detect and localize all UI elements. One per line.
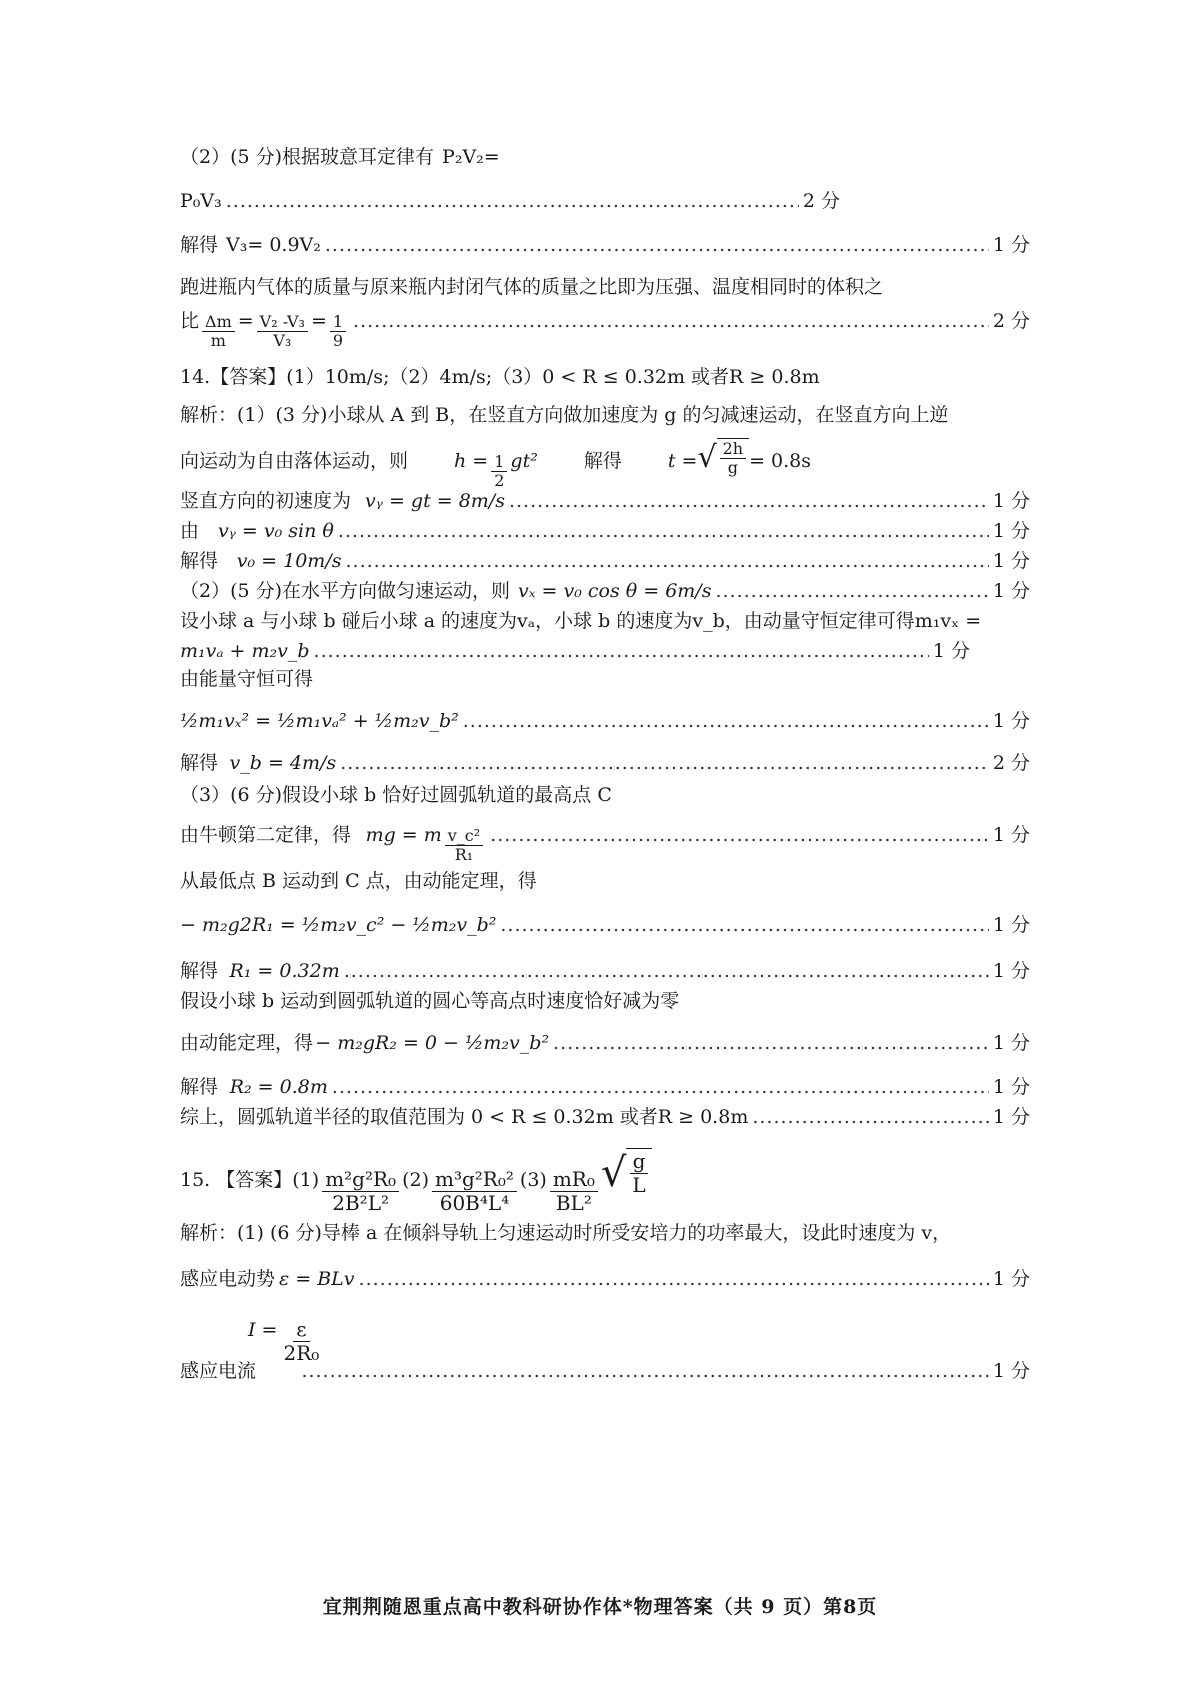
numerator: g	[630, 1150, 649, 1174]
score: 2 分	[992, 752, 1030, 774]
line-energy-text	[180, 664, 1030, 691]
numerator: 2h	[720, 440, 746, 459]
line-kinetic-eq	[180, 910, 1030, 937]
equation: mg = m	[365, 824, 442, 846]
equation: R₁ = 0.32m	[229, 960, 340, 982]
page-footer: 宜荆荆随恩重点高中教科研协作体*物理答案（共 9 页）第8页	[322, 1596, 878, 1618]
denominator: 2	[494, 471, 505, 491]
text: 由	[180, 520, 200, 542]
dot-leader	[490, 824, 989, 846]
fraction	[257, 313, 308, 351]
dot-leader	[338, 520, 989, 542]
numerator: V₂ -V₃	[257, 313, 308, 332]
line-q14-analysis	[180, 400, 1030, 427]
text: 综上，圆弧轨道半径的取值范围为 0 < R ≤ 0.32m 或者R ≥ 0.8m	[180, 1106, 749, 1128]
line-p0v3	[180, 186, 1030, 213]
fraction	[330, 313, 346, 351]
square-root: √ $\frac{2h}{g}$	[697, 438, 749, 478]
dot-leader	[314, 640, 929, 662]
text: 解析：(1) (6 分)导棒 a 在倾斜导轨上匀速运动时所受安培力的功率最大，设此时速度为 v，	[180, 1222, 952, 1244]
line-energy-eq	[180, 706, 1030, 733]
score: 1 分	[992, 1360, 1030, 1382]
score: 1 分	[992, 520, 1030, 542]
fraction	[432, 1168, 517, 1215]
equation: ½m₁vₓ² = ½m₁vₐ² + ½m₂v_b²	[180, 710, 459, 732]
text: 竖直方向的初速度为	[180, 490, 352, 512]
equation: ε = BLv	[279, 1268, 355, 1290]
line-q14-answer	[180, 362, 1030, 389]
equation: v₀ = 10m/s	[236, 550, 342, 572]
line-boyle-law	[180, 142, 1030, 169]
text: 假设小球 b 运动到圆弧轨道的圆心等高点时速度恰好减为零	[180, 990, 680, 1012]
text: 由牛顿第二定律，得	[180, 824, 352, 846]
text: 从最低点 B 运动到 C 点，由动能定理，得	[180, 870, 537, 892]
score: 1 分	[932, 640, 970, 662]
fraction	[491, 453, 507, 491]
dot-leader	[325, 234, 989, 256]
score: 1 分	[992, 1106, 1030, 1128]
equation: v_b = 4m/s	[229, 752, 337, 774]
denominator: m	[210, 331, 226, 351]
line-r2	[180, 1072, 1030, 1099]
dot-leader	[344, 960, 989, 982]
equation: P₂V₂=	[442, 146, 500, 168]
score: 1 分	[992, 1032, 1030, 1054]
text: 14.【答案】(1）10m/s;（2）4m/s;（3）0 < R ≤ 0.32m 或者R ≥ 0.8m	[180, 366, 820, 388]
score: 1 分	[992, 580, 1030, 602]
score: 2 分	[992, 310, 1030, 332]
text: 解得	[583, 449, 622, 472]
numerator: m³g²R₀²	[432, 1168, 517, 1192]
line-vy-sin	[180, 516, 1030, 543]
score: 1 分	[992, 1076, 1030, 1098]
line-freefall	[180, 438, 1030, 491]
line-q15-answer	[180, 1148, 1030, 1215]
line-r1	[180, 956, 1030, 983]
dot-leader	[752, 1106, 989, 1128]
text: 解得	[180, 960, 219, 982]
fraction	[720, 440, 746, 478]
dot-leader	[332, 1076, 989, 1098]
fraction	[202, 313, 235, 351]
equation: V₃= 0.9V₂	[226, 234, 321, 256]
numerator: Δm	[202, 313, 235, 332]
score: 1 分	[992, 490, 1030, 512]
equation: I =	[248, 1319, 278, 1341]
line-range	[180, 1102, 1030, 1129]
dot-leader	[500, 914, 988, 936]
dot-leader	[345, 550, 988, 572]
fraction	[629, 1150, 648, 1197]
numerator: 1	[491, 453, 507, 472]
line-v0	[180, 546, 1030, 573]
equation: − m₂g2R₁ = ½m₂v_c² − ½m₂v_b²	[180, 914, 497, 936]
line-kinetic-r2	[180, 1028, 1030, 1055]
text: 解得	[180, 550, 219, 572]
line-vb	[180, 748, 1030, 775]
equation: R₂ = 0.8m	[229, 1076, 328, 1098]
line-q15-analysis	[180, 1218, 1030, 1245]
part-label: (2)	[402, 1168, 429, 1191]
line-mass-ratio	[180, 306, 1030, 351]
text: 解得	[180, 1076, 219, 1098]
numerator: ε	[293, 1318, 309, 1342]
denominator: 2R₀	[283, 1341, 320, 1365]
text: 由能量守恒可得	[180, 668, 314, 690]
score: 1 分	[992, 550, 1030, 572]
text: （2）(5 分)根据玻意耳定律有	[180, 146, 435, 168]
denominator: 2B²L²	[332, 1190, 389, 1215]
square-root: √ $\frac{g}{L}$	[601, 1148, 652, 1197]
equals: =	[237, 310, 254, 332]
dot-leader	[715, 580, 988, 602]
equation: = 0.8s	[749, 449, 811, 472]
line-part3	[180, 780, 1030, 807]
text: 解析：(1）(3 分)小球从 A 到 B，在竖直方向做加速度为 g 的匀减速运动，在竖直方向上逆	[180, 404, 949, 426]
dot-leader	[359, 1268, 989, 1290]
score: 1 分	[992, 1268, 1030, 1290]
dot-leader	[353, 310, 989, 332]
equation: P₀V₃	[180, 190, 222, 212]
line-current	[180, 1356, 1030, 1383]
fraction	[322, 1168, 399, 1215]
denominator: R₁	[454, 845, 474, 865]
text: 设小球 a 与小球 b 碰后小球 a 的速度为vₐ，小球 b 的速度为v_b，由动量守恒定律可得m₁vₓ =	[180, 610, 982, 632]
line-momentum-eq	[180, 636, 1030, 663]
equals: =	[310, 310, 327, 332]
score: 1 分	[992, 824, 1030, 846]
line-momentum-text	[180, 606, 1030, 633]
text: 解得	[180, 752, 219, 774]
line-assume-zero	[180, 986, 1030, 1013]
score: 1 分	[992, 960, 1030, 982]
fraction	[445, 827, 483, 865]
numerator: 1	[330, 313, 346, 332]
score: 1 分	[992, 710, 1030, 732]
numerator: m²g²R₀	[322, 1168, 399, 1192]
numerator: mR₀	[550, 1168, 598, 1192]
equation: m₁vₐ + m₂v_b	[180, 640, 310, 662]
line-v3-result	[180, 230, 1030, 257]
dot-leader	[463, 710, 989, 732]
equation: vᵧ = v₀ sin θ	[218, 520, 334, 542]
numerator: v_c²	[445, 827, 483, 846]
equation: h =	[454, 449, 489, 472]
fraction	[550, 1168, 598, 1215]
dot-leader	[340, 752, 989, 774]
equation: vₓ = v₀ cos θ = 6m/s	[518, 580, 712, 602]
denominator: L	[632, 1173, 646, 1197]
equation: t =	[667, 449, 698, 472]
part-label: (3)	[519, 1168, 547, 1191]
text: 跑进瓶内气体的质量与原来瓶内封闭气体的质量之比即为压强、温度相同时的体积之	[180, 276, 884, 298]
line-kinetic-theorem	[180, 866, 1030, 893]
line-vy	[180, 486, 1030, 513]
text: 感应电流	[180, 1360, 257, 1382]
dot-leader	[553, 1032, 989, 1054]
dot-leader	[301, 1360, 988, 1382]
text: 向运动为自由落体运动，则	[180, 449, 409, 472]
line-emf	[180, 1264, 1030, 1291]
equation: vᵧ = gt = 8m/s	[365, 490, 505, 512]
text: 由动能定理，得	[180, 1032, 314, 1054]
denominator: BL²	[555, 1190, 592, 1215]
line-vx	[180, 576, 1030, 603]
dot-leader	[226, 190, 799, 212]
text: 解得	[180, 234, 219, 256]
score: 2 分	[802, 190, 840, 212]
text: 比	[180, 310, 200, 332]
dot-leader	[509, 490, 989, 512]
denominator: 60B⁴L⁴	[439, 1190, 510, 1215]
text: （3）(6 分)假设小球 b 恰好过圆弧轨道的最高点 C	[180, 784, 612, 806]
denominator: 9	[332, 331, 344, 351]
text: 15. 【答案】	[180, 1168, 293, 1191]
denominator: V₃	[273, 331, 292, 351]
score: 1 分	[992, 914, 1030, 936]
text: （2）(5 分)在水平方向做匀速运动，则	[180, 580, 511, 602]
line-newton	[180, 820, 1030, 865]
text: 感应电动势	[180, 1268, 276, 1290]
equation: gt²	[510, 449, 538, 472]
denominator: g	[727, 458, 738, 478]
part-label: (1)	[292, 1168, 320, 1191]
score: 1 分	[992, 234, 1030, 256]
equation: − m₂gR₂ = 0 − ½m₂v_b²	[315, 1032, 550, 1054]
line-mass-ratio-text	[180, 272, 1030, 299]
